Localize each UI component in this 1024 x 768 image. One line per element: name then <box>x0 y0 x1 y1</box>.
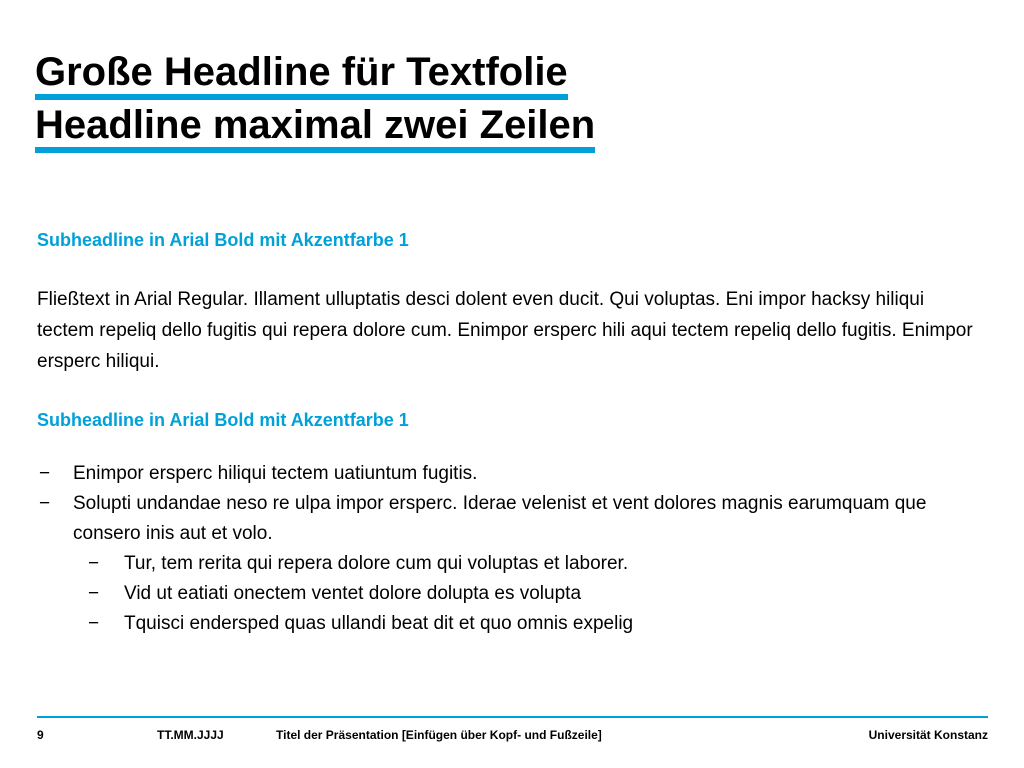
dash-bullet-icon: − <box>39 493 51 514</box>
bullet-item <box>37 459 997 489</box>
bullet-text: Tquisci endersped quas ullandi beat dit et quo omnis expelig <box>124 613 634 634</box>
dash-bullet-icon: − <box>88 583 100 604</box>
dash-bullet-icon: − <box>39 463 51 484</box>
bullet-text: Solupti undandae neso re ulpa impor ersperc. Iderae velenist et vent dolores magnis earumquam que consero inis aut et volo. <box>73 493 927 544</box>
bullet-text: Vid ut eatiati onectem ventet dolore dolupta es volupta <box>124 583 582 604</box>
page-number: 9 <box>37 728 44 742</box>
footer-date: TT.MM.JJJJ <box>157 728 224 742</box>
footer-institution: Universität Konstanz <box>868 728 988 742</box>
subheadline-1: Subheadline in Arial Bold mit Akzentfarbe 1 <box>37 230 409 250</box>
sub-bullet-item <box>37 579 997 609</box>
body-paragraph: Fließtext in Arial Regular. Illament ulluptatis desci dolent even ducit. Qui voluptas. Eni impor hacksy hiliqui tectem repeliq dello fugitis qui repera dolore cum. Enimpor ersperc hili aqui tectem repeliq dello fugitis. Enimpor ersperc hiliqui. <box>37 289 973 372</box>
subheadline-2: Subheadline in Arial Bold mit Akzentfarbe 1 <box>37 410 409 430</box>
title-line-1: Große Headline für Textfolie <box>35 50 568 100</box>
dash-bullet-icon: − <box>88 553 100 574</box>
footer-divider <box>37 716 988 718</box>
bullet-item <box>37 489 997 549</box>
bullet-text: Tur, tem rerita qui repera dolore cum qui voluptas et laborer. <box>124 553 629 574</box>
bullet-text: Enimpor ersperc hiliqui tectem uatiuntum fugitis. <box>73 463 478 484</box>
bullet-list <box>37 459 997 639</box>
title-line-2: Headline maximal zwei Zeilen <box>35 103 595 153</box>
slide-title <box>35 50 595 156</box>
dash-bullet-icon: − <box>88 613 100 634</box>
sub-bullet-item <box>37 549 997 579</box>
footer-presentation-title: Titel der Präsentation [Einfügen über Kopf- und Fußzeile] <box>276 728 602 742</box>
sub-bullet-item <box>37 609 997 639</box>
